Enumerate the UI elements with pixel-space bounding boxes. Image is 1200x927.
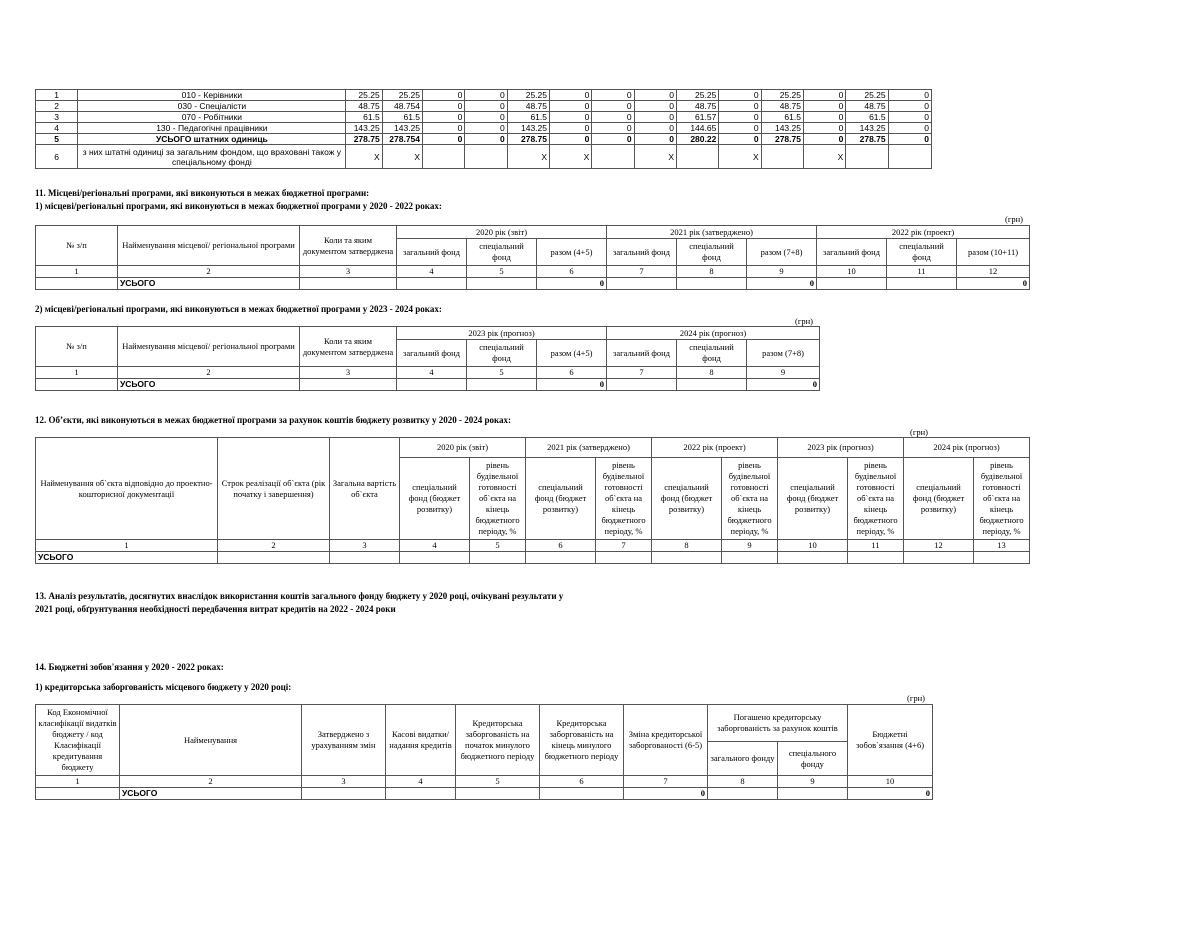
value-cell: 278.75 <box>346 134 382 145</box>
value-cell: 0 <box>888 123 931 134</box>
row-category: 130 - Педагогічні працівники <box>78 123 346 134</box>
column-number: 1 <box>36 776 120 788</box>
value-cell: 48.754 <box>382 101 422 112</box>
column-number: 7 <box>596 540 652 552</box>
value-cell: 0 <box>423 134 465 145</box>
value-cell <box>423 145 465 169</box>
column-number: 9 <box>747 367 820 379</box>
row-category: УСЬОГО штатних одиниць <box>78 134 346 145</box>
regional-programs-2020-2022-table <box>35 225 1030 290</box>
value-cell: 0 <box>719 134 761 145</box>
sum-header: разом (7+8) <box>747 340 820 367</box>
column-number: 3 <box>330 540 400 552</box>
total-label: УСЬОГО <box>120 788 302 800</box>
value-cell: 0 <box>465 123 507 134</box>
value-cell: 0 <box>550 90 592 101</box>
year-header: 2021 рік (затверджено) <box>607 226 817 239</box>
total-change-value: 0 <box>624 788 708 800</box>
column-number: 1 <box>36 367 118 379</box>
empty-cell <box>36 278 118 290</box>
column-number: 4 <box>400 540 470 552</box>
value-cell: 0 <box>550 101 592 112</box>
value-cell: 0 <box>423 101 465 112</box>
empty-cell <box>708 788 778 800</box>
column-number: 3 <box>300 367 397 379</box>
empty-cell <box>300 278 397 290</box>
empty-cell <box>887 278 957 290</box>
value-cell: 0 <box>465 134 507 145</box>
value-cell: 0 <box>550 134 592 145</box>
value-cell <box>592 145 634 169</box>
value-cell: 25.25 <box>676 90 718 101</box>
value-cell: X <box>803 145 845 169</box>
col-no-header: № з/п <box>36 226 118 266</box>
special-fund-header: спеціальний фонд <box>467 340 537 367</box>
value-cell: 48.75 <box>846 101 888 112</box>
total-label: УСЬОГО <box>118 278 300 290</box>
value-cell: 143.25 <box>346 123 382 134</box>
empty-cell <box>817 278 887 290</box>
value-cell: 0 <box>803 90 845 101</box>
column-number: 12 <box>957 266 1030 278</box>
value-cell: 143.25 <box>761 123 803 134</box>
row-number: 3 <box>36 112 78 123</box>
table-row <box>36 90 932 101</box>
value-cell: 0 <box>719 123 761 134</box>
general-fund-header: загальний фонд <box>817 239 887 266</box>
col-object-name-header: Найменування об`єкта відповідно до проектно-кошторисної документації <box>36 438 218 540</box>
column-number: 9 <box>747 266 817 278</box>
value-cell: 143.25 <box>507 123 549 134</box>
value-cell: 0 <box>888 112 931 123</box>
row-category: 030 - Спеціалісти <box>78 101 346 112</box>
value-cell: 25.25 <box>507 90 549 101</box>
empty-cell <box>974 552 1030 564</box>
col-no-header: № з/п <box>36 327 118 367</box>
col-name-header: Найменування <box>120 705 302 776</box>
column-number: 3 <box>300 266 397 278</box>
empty-cell <box>218 552 330 564</box>
total-value: 0 <box>747 278 817 290</box>
value-cell: 278.75 <box>761 134 803 145</box>
empty-cell <box>607 379 677 391</box>
row-category: 070 - Робітники <box>78 112 346 123</box>
year-header: 2023 рік (прогноз) <box>397 327 607 340</box>
value-cell <box>761 145 803 169</box>
general-fund-header: загальний фонд <box>397 340 467 367</box>
special-fund-header: спеціальний фонд (бюджет розвитку) <box>526 458 596 540</box>
general-fund-header: загальний фонд <box>607 239 677 266</box>
accounts-payable-table <box>35 704 933 800</box>
column-number: 2 <box>218 540 330 552</box>
value-cell <box>846 145 888 169</box>
value-cell <box>888 145 931 169</box>
column-number: 5 <box>470 540 526 552</box>
value-cell <box>465 145 507 169</box>
col-change-header: Зміна кредиторської заборгованості (6-5) <box>624 705 708 776</box>
value-cell: 143.25 <box>846 123 888 134</box>
section-11-subtitle-2: 2) місцеві/регіональні програми, які виконуються в межах бюджетної програми у 2023 - 2024 роках: <box>35 304 442 314</box>
value-cell: 0 <box>550 123 592 134</box>
value-cell: 0 <box>465 101 507 112</box>
special-fund-header: спеціальний фонд (бюджет розвитку) <box>904 458 974 540</box>
general-fund-header: загальний фонд <box>607 340 677 367</box>
section-11-title: 11. Місцеві/регіональні програми, які виконуються в межах бюджетної програми: <box>35 188 370 198</box>
value-cell: 0 <box>803 123 845 134</box>
column-number: 8 <box>652 540 722 552</box>
general-fund-header: загальний фонд <box>397 239 467 266</box>
column-number: 7 <box>624 776 708 788</box>
value-cell: 143.25 <box>382 123 422 134</box>
value-cell: 0 <box>592 112 634 123</box>
value-cell: 61.57 <box>676 112 718 123</box>
readiness-header: рівень будівельної готовності об`єкта на кінець бюджетного періоду, % <box>848 458 904 540</box>
table-row <box>36 112 932 123</box>
value-cell: 278.75 <box>846 134 888 145</box>
col-cash-header: Касові видатки/ надання кредитів <box>386 705 456 776</box>
column-number: 10 <box>778 540 848 552</box>
empty-cell <box>677 278 747 290</box>
staff-units-table <box>35 89 932 169</box>
value-cell: X <box>719 145 761 169</box>
value-cell: 25.25 <box>761 90 803 101</box>
table-row <box>36 101 932 112</box>
col-cost-header: Загальна вартість об`єкта <box>330 438 400 540</box>
value-cell: 0 <box>634 101 676 112</box>
empty-cell <box>300 379 397 391</box>
special-fund-header: спеціальний фонд <box>677 340 747 367</box>
col-document-header: Коли та яким документом затверджена <box>300 226 397 266</box>
sum-header: разом (4+5) <box>537 239 607 266</box>
col-term-header: Строк реалізації об`єкта (рік початку і завершення) <box>218 438 330 540</box>
special-fund-header: спеціальний фонд (бюджет розвитку) <box>652 458 722 540</box>
column-number: 7 <box>607 266 677 278</box>
value-cell: 0 <box>634 123 676 134</box>
year-header: 2020 рік (звіт) <box>400 438 526 458</box>
value-cell: 0 <box>634 134 676 145</box>
section-13-title-line-1: 13. Аналіз результатів, досягнутих внаслідок використання коштів загального фонду бюджету у 2020 році, очікувані результати у <box>35 591 564 601</box>
row-number: 2 <box>36 101 78 112</box>
col-debt-end-header: Кредиторська заборгованість на кінець минулого бюджетного періоду <box>540 705 624 776</box>
value-cell: X <box>382 145 422 169</box>
value-cell: 61.5 <box>761 112 803 123</box>
column-number: 9 <box>778 776 848 788</box>
value-cell: 0 <box>592 134 634 145</box>
total-obligations-value: 0 <box>848 788 933 800</box>
value-cell: 0 <box>423 112 465 123</box>
value-cell: 0 <box>423 90 465 101</box>
year-header: 2023 рік (прогноз) <box>778 438 904 458</box>
readiness-header: рівень будівельної готовності об`єкта на кінець бюджетного періоду, % <box>974 458 1030 540</box>
value-cell: 0 <box>592 101 634 112</box>
empty-cell <box>386 788 456 800</box>
value-cell: 0 <box>592 123 634 134</box>
empty-cell <box>526 552 596 564</box>
unit-label: (грн) <box>907 693 925 703</box>
row-number: 5 <box>36 134 78 145</box>
empty-cell <box>400 552 470 564</box>
readiness-header: рівень будівельної готовності об`єкта на кінець бюджетного періоду, % <box>596 458 652 540</box>
value-cell: 0 <box>634 112 676 123</box>
col-special-fund-header: спеціального фонду <box>778 742 848 776</box>
column-number: 4 <box>386 776 456 788</box>
value-cell: 0 <box>888 90 931 101</box>
value-cell: X <box>507 145 549 169</box>
unit-label: (грн) <box>910 427 928 437</box>
year-header: 2024 рік (прогноз) <box>607 327 820 340</box>
value-cell: X <box>634 145 676 169</box>
empty-cell <box>36 788 120 800</box>
empty-cell <box>456 788 540 800</box>
col-approved-header: Затверджено з урахуванням змін <box>302 705 386 776</box>
empty-cell <box>302 788 386 800</box>
value-cell: 278.754 <box>382 134 422 145</box>
value-cell: 278.75 <box>507 134 549 145</box>
section-13-title-line-2: 2021 році, обґрунтування необхідності передбачення витрат кредитів на 2022 - 2024 роки <box>35 604 396 614</box>
value-cell: 0 <box>719 90 761 101</box>
column-number: 1 <box>36 540 218 552</box>
readiness-header: рівень будівельної готовності об`єкта на кінець бюджетного періоду, % <box>470 458 526 540</box>
section-12-title: 12. Об’єкти, які виконуються в межах бюджетної програми за рахунок коштів бюджету розвитку у 2020 - 2024 роках: <box>35 415 512 425</box>
row-category: з них штатні одиниці за загальним фондом, що враховані також у спеціальному фонді <box>78 145 346 169</box>
value-cell: 0 <box>719 101 761 112</box>
row-category: 010 - Керівники <box>78 90 346 101</box>
col-obligations-header: Бюджетні зобов`язання (4+6) <box>848 705 933 776</box>
col-program-name-header: Найменування місцевої/ регіональної програми <box>118 327 300 367</box>
value-cell: 25.25 <box>346 90 382 101</box>
empty-cell <box>467 278 537 290</box>
value-cell: 0 <box>803 134 845 145</box>
special-fund-header: спеціальний фонд <box>887 239 957 266</box>
column-number: 6 <box>537 266 607 278</box>
special-fund-header: спеціальний фонд (бюджет розвитку) <box>778 458 848 540</box>
value-cell: 0 <box>803 101 845 112</box>
column-number: 8 <box>677 367 747 379</box>
column-number: 5 <box>467 367 537 379</box>
empty-cell <box>330 552 400 564</box>
total-value: 0 <box>957 278 1030 290</box>
value-cell: 48.75 <box>346 101 382 112</box>
sum-header: разом (10+11) <box>957 239 1030 266</box>
value-cell: 61.5 <box>846 112 888 123</box>
table-row <box>36 123 932 134</box>
column-number: 10 <box>848 776 933 788</box>
column-number: 3 <box>302 776 386 788</box>
section-14-subtitle-1: 1) кредиторська заборгованість місцевого бюджету у 2020 році: <box>35 682 292 692</box>
empty-cell <box>397 379 467 391</box>
value-cell: 144.65 <box>676 123 718 134</box>
sum-header: разом (4+5) <box>537 340 607 367</box>
total-value: 0 <box>747 379 820 391</box>
value-cell: 61.5 <box>382 112 422 123</box>
readiness-header: рівень будівельної готовності об`єкта на кінець бюджетного періоду, % <box>722 458 778 540</box>
row-number: 1 <box>36 90 78 101</box>
year-header: 2020 рік (звіт) <box>397 226 607 239</box>
value-cell: 48.75 <box>507 101 549 112</box>
empty-cell <box>470 552 526 564</box>
empty-cell <box>778 788 848 800</box>
total-value: 0 <box>537 278 607 290</box>
column-number: 9 <box>722 540 778 552</box>
column-number: 8 <box>708 776 778 788</box>
special-fund-header: спеціальний фонд (бюджет розвитку) <box>400 458 470 540</box>
column-number: 13 <box>974 540 1030 552</box>
empty-cell <box>652 552 722 564</box>
column-number: 5 <box>456 776 540 788</box>
total-value: 0 <box>537 379 607 391</box>
col-debt-start-header: Кредиторська заборгованість на початок минулого бюджетного періоду <box>456 705 540 776</box>
value-cell: 0 <box>592 90 634 101</box>
empty-cell <box>596 552 652 564</box>
column-number: 11 <box>887 266 957 278</box>
column-number: 2 <box>118 266 300 278</box>
value-cell: 0 <box>803 112 845 123</box>
col-repaid-header: Погашено кредиторську заборгованість за рахунок коштів <box>708 705 848 742</box>
table-row <box>36 134 932 145</box>
value-cell: 0 <box>719 112 761 123</box>
empty-cell <box>904 552 974 564</box>
empty-cell <box>677 379 747 391</box>
value-cell: 48.75 <box>676 101 718 112</box>
table-row <box>36 145 932 169</box>
regional-programs-2023-2024-table <box>35 326 820 391</box>
col-document-header: Коли та яким документом затверджена <box>300 327 397 367</box>
value-cell: 0 <box>423 123 465 134</box>
column-number: 4 <box>397 266 467 278</box>
value-cell: 61.5 <box>507 112 549 123</box>
col-general-fund-header: загального фонду <box>708 742 778 776</box>
empty-cell <box>467 379 537 391</box>
empty-cell <box>36 379 118 391</box>
column-number: 8 <box>677 266 747 278</box>
column-number: 6 <box>526 540 596 552</box>
special-fund-header: спеціальний фонд <box>677 239 747 266</box>
section-11-subtitle-1: 1) місцеві/регіональні програми, які виконуються в межах бюджетної програми у 2020 - 2022 роках: <box>35 201 442 211</box>
special-fund-header: спеціальний фонд <box>467 239 537 266</box>
year-header: 2021 рік (затверджено) <box>526 438 652 458</box>
column-number: 5 <box>467 266 537 278</box>
column-number: 6 <box>540 776 624 788</box>
value-cell: 280.22 <box>676 134 718 145</box>
value-cell: 61.5 <box>346 112 382 123</box>
column-number: 2 <box>118 367 300 379</box>
column-number: 2 <box>120 776 302 788</box>
value-cell: 0 <box>888 134 931 145</box>
column-number: 4 <box>397 367 467 379</box>
total-label: УСЬОГО <box>118 379 300 391</box>
column-number: 7 <box>607 367 677 379</box>
col-program-name-header: Найменування місцевої/ регіональної програми <box>118 226 300 266</box>
empty-cell <box>722 552 778 564</box>
column-number: 11 <box>848 540 904 552</box>
row-number: 4 <box>36 123 78 134</box>
value-cell: 0 <box>550 112 592 123</box>
empty-cell <box>397 278 467 290</box>
empty-cell <box>778 552 848 564</box>
development-objects-table <box>35 437 1030 564</box>
column-number: 1 <box>36 266 118 278</box>
value-cell: 48.75 <box>761 101 803 112</box>
value-cell: 0 <box>465 112 507 123</box>
unit-label: (грн) <box>795 316 813 326</box>
unit-label: (грн) <box>1005 214 1023 224</box>
value-cell <box>676 145 718 169</box>
section-14-title: 14. Бюджетні зобов'язання у 2020 - 2022 роках: <box>35 662 224 672</box>
empty-cell <box>848 552 904 564</box>
col-code-header: Код Економічної класифікації видатків бюджету / код Класифікації кредитування бюджету <box>36 705 120 776</box>
total-label: УСЬОГО <box>36 552 218 564</box>
column-number: 6 <box>537 367 607 379</box>
value-cell: X <box>346 145 382 169</box>
value-cell: 0 <box>888 101 931 112</box>
year-header: 2024 рік (прогноз) <box>904 438 1030 458</box>
column-number: 12 <box>904 540 974 552</box>
year-header: 2022 рік (проект) <box>652 438 778 458</box>
value-cell: 25.25 <box>382 90 422 101</box>
empty-cell <box>540 788 624 800</box>
value-cell: 25.25 <box>846 90 888 101</box>
value-cell: 0 <box>465 90 507 101</box>
column-number: 10 <box>817 266 887 278</box>
row-number: 6 <box>36 145 78 169</box>
year-header: 2022 рік (проект) <box>817 226 1030 239</box>
value-cell: 0 <box>634 90 676 101</box>
sum-header: разом (7+8) <box>747 239 817 266</box>
value-cell: X <box>550 145 592 169</box>
empty-cell <box>607 278 677 290</box>
